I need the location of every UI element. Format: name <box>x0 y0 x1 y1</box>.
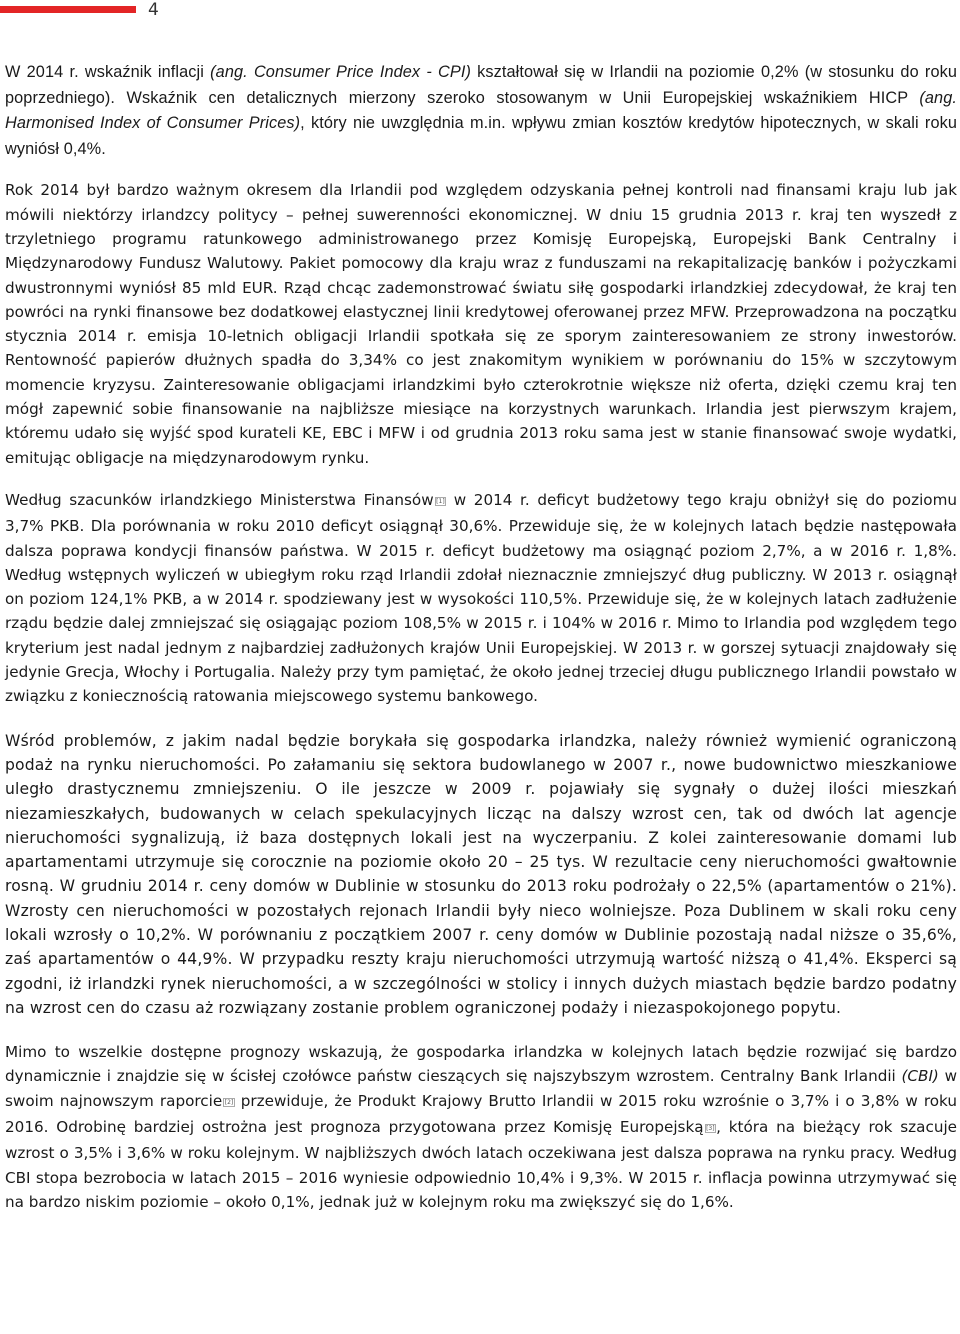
text-run: Według szacunków irlandzkiego Ministerstwa Finansów <box>5 490 434 509</box>
text-run: w swoim najnowszym raporcie <box>5 1067 958 1110</box>
text-run: kształtował się w Irlandii na poziomie 0,2% (w stosunku do roku poprzedniego). Wskaźnik cen detalicznych mierzony szeroko stosowanym w Unii Europejskiej wskaźnikiem HICP <box>5 63 957 107</box>
text-run: W 2014 r. wskaźnik inflacji <box>5 63 211 81</box>
text-run: , który nie uwzględnia m.in. wpływu zmian kosztów kredytów hipotecznych, w skali roku wyniósł 0,4%. <box>5 114 958 158</box>
paragraph-forecast <box>5 1040 957 1214</box>
page-number: 4 <box>148 0 159 20</box>
paragraph-real-estate: Wśród problemów, z jakim nadal będzie borykała się gospodarka irlandzka, należy również wymienić ograniczoną podaż na rynku nieruchomości. Po załamaniu się sektora budowlanego w 2007 r., nowe budownictwo mieszkaniowe uległo drastycznemu zmniejszeniu. O ile jeszcze w 2009 r. pojawiały się sygnały o dużej ilości mieszkań niezamieszkałych, budowanych w celach spekulacyjnych licząc na dalszy wzrost cen, tak od dwóch lat agencje nieruchomości sygnalizują, iż baza dostępnych lokali jest na wyczerpaniu. Z kolei zainteresowanie domami lub apartamentami utrzymuje się corocznie na poziomie około 20 – 25 tys. W rezultacie ceny nieruchomości gwałtownie rosną. W grudniu 2014 r. ceny domów w Dublinie w stosunku do 2013 roku podrożały o 22,5% (apartamentów o 21%). Wzrosty cen nieruchomości w pozostałych rejonach Irlandii były nieco wolniejsze. Poza Dublinem w skali roku ceny lokali wzrosły o 10,2%. W porównaniu z początkiem 2007 r. ceny domów w Dublinie pozostają nadal niższe o 35,6%, zaś apartamentów o 44,9%. W przypadku reszty kraju nieruchomości utrzymują wartość niższą o 41,4%. Eksperci są zgodni, iż irlandzki rynek nieruchomości, a w szczególności w stolicy i innych dużych miastach będzie bardzo podatny na wzrost cen do czasu aż rozwiązany zostanie problem ograniczonej podaży i niezaspokojonego popytu. <box>5 731 957 1017</box>
page-header <box>0 0 960 30</box>
footnote-link-1[interactable]: [1] <box>436 497 445 505</box>
italic-term: (CBI) <box>901 1067 939 1086</box>
footnote-link-2[interactable]: [2] <box>224 1098 234 1106</box>
header-accent-bar <box>0 6 136 13</box>
footnote-link-3[interactable]: [3] <box>706 1125 715 1133</box>
text-run: , która na bieżący rok szacuje wzrost o 3,5% i 3,6% w roku kolejnym. W najbliższych dwóch latach oczekiwana jest dalsza poprawa na rynku pracy. Według CBI stopa bezrobocia w latach 2015 – 2016 wyniesie odpowiednio 10,4% i 9,3%. W 2015 r. inflacja powinna utrzymywać się na bardzo niskim poziomie – około 0,1%, jednak już w kolejnym roku ma zwiększyć się do 1,6%. <box>5 1118 958 1211</box>
text-run: Mimo to wszelkie dostępne prognozy wskazują, że gospodarka irlandzka w kolejnych latach będzie rozwijać się bardzo dynamicznie i znajdzie się w ścisłej czołówce państw cieszących się najszybszym wzrostem. Centralny Bank Irlandii <box>5 1043 957 1086</box>
text-run: przewiduje, że Produkt Krajowy Brutto Irlandii w 2015 roku wzrośnie o 3,7% i o 3,8% w roku 2016. Odrobinę bardziej ostrożna jest prognoza przygotowana przez Komisję Europejską <box>5 1091 957 1137</box>
document-body <box>5 60 957 1232</box>
italic-term: (ang. Harmonised Index of Consumer Prices) <box>5 88 957 133</box>
italic-term: (ang. Consumer Price Index - CPI) <box>210 63 471 81</box>
paragraph-sovereignty: Rok 2014 był bardzo ważnym okresem dla Irlandii pod względem odzyskania pełnej kontroli nad finansami kraju lub jak mówili niektórzy irlandzcy politycy – pełnej suwerenności ekonomicznej. W dniu 15 grudnia 2013 r. kraj ten wyszedł z trzyletniego programu ratunkowego administrowanego przez Komisję Europejską, Europejski Bank Centralny i Międzynarodowy Fundusz Walutowy. Pakiet pomocowy dla kraju wraz z funduszami na rekapitalizację banków i pożyczkami dwustronnymi wyniósł 85 mld EUR. Rząd chcąc zademonstrować światu siłę gospodarki irlandzkiej zdecydował, że kraj ten powróci na rynki finansowe bez dodatkowej elastycznej linii kredytowej oferowanej przez MFW. Przeprowadzona na początku stycznia 2014 r. emisja 10-letnich obligacji Irlandii spotkała się ze sporym zainteresowaniem ze strony inwestorów. Rentowność papierów dłużnych spadła do 3,34% co jest znakomitym wynikiem w porównaniu do 15% w szczytowym momencie kryzysu. Zainteresowanie obligacjami irlandzkimi było czterokrotnie większe niż oferta, dzięki czemu kraj ten mógł zapewnić sobie finansowanie na najbliższe miesiące na korzystnych warunkach. Irlandia jest pierwszym krajem, któremu udało się wyjść spod kurateli KE, EBC i MFW i od grudnia 2013 roku sama jest w stanie finansować swoje wydatki, emitując obligacje na międzynarodowym rynku. <box>5 181 957 467</box>
text-run: w 2014 r. deficyt budżetowy tego kraju obniżył się do poziomu 3,7% PKB. Dla porównania w roku 2010 deficyt osiągnął 30,6%. Przewiduje się, że w kolejnych latach będzie następowała dalsza poprawa kondycji finansów państwa. W 2015 r. deficyt budżetowy ma osiągnąć poziom 2,7%, a w 2016 r. 1,8%. Według wstępnych wyliczeń w ubiegłym roku rząd Irlandii zdołał nieznacznie zmniejszyć dług publiczny. W 2013 r. osiągnął on poziom 124,1% PKB, a w 2014 r. spodziewany jest w wysokości 110,5%. Przewiduje się, że w kolejnych latach zadłużenie rządu będzie dalej zmniejszać się osiągając poziom 108,5% w 2015 r. i 104% w 2016 r. Mimo to Irlandia pod względem tego kryterium jest nadal jednym z najbardziej zadłużonych krajów Unii Europejskiej. W 2013 r. w gorszej sytuacji znajdowały się jedynie Grecja, Włochy i Portugalia. Należy przy tym pamiętać, że około jednej trzeciej długu publicznego Irlandii powstało w związku z koniecznością ratowania miejscowego systemu bankowego. <box>5 490 958 706</box>
paragraph-deficit <box>5 488 957 709</box>
paragraph-inflation <box>5 60 957 162</box>
